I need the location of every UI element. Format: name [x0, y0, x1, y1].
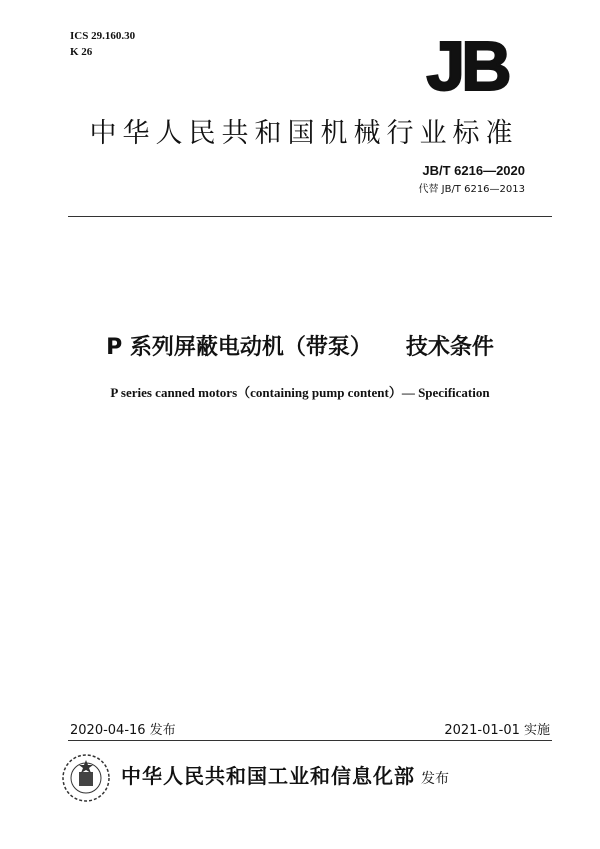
header-divider	[68, 216, 552, 217]
title-cn-suffix: 技术条件	[405, 335, 494, 360]
standard-number: JB/T 6216—2020	[422, 163, 525, 178]
document-title-en: P series canned motors（containing pump content）— Specification	[110, 385, 490, 400]
ministry-emblem-icon	[60, 752, 112, 804]
replaces-note: 代替 JB/T 6216—2013	[418, 184, 525, 195]
effective-date: 2021-01-01 实施	[444, 723, 550, 738]
issuer-name: 中华人民共和国工业和信息化部	[121, 764, 415, 788]
document-title-cn	[0, 330, 600, 361]
ics-code: ICS 29.160.30	[70, 30, 136, 42]
footer-divider	[68, 740, 552, 741]
title-cn-main: P 系列屏蔽电动机（带泵）	[106, 335, 372, 360]
jb-logo	[410, 36, 525, 94]
issuer-action: 发布	[421, 771, 449, 787]
publish-date: 2020-04-16 发布	[70, 723, 176, 738]
issuing-authority	[121, 760, 449, 789]
classification-codes	[70, 28, 135, 60]
standard-type-title: 中华人民共和国机械行业标准	[89, 118, 519, 149]
ccs-code: K 26	[70, 46, 93, 58]
jb-logo-text: JB	[426, 36, 508, 94]
standard-code-block	[418, 163, 525, 195]
